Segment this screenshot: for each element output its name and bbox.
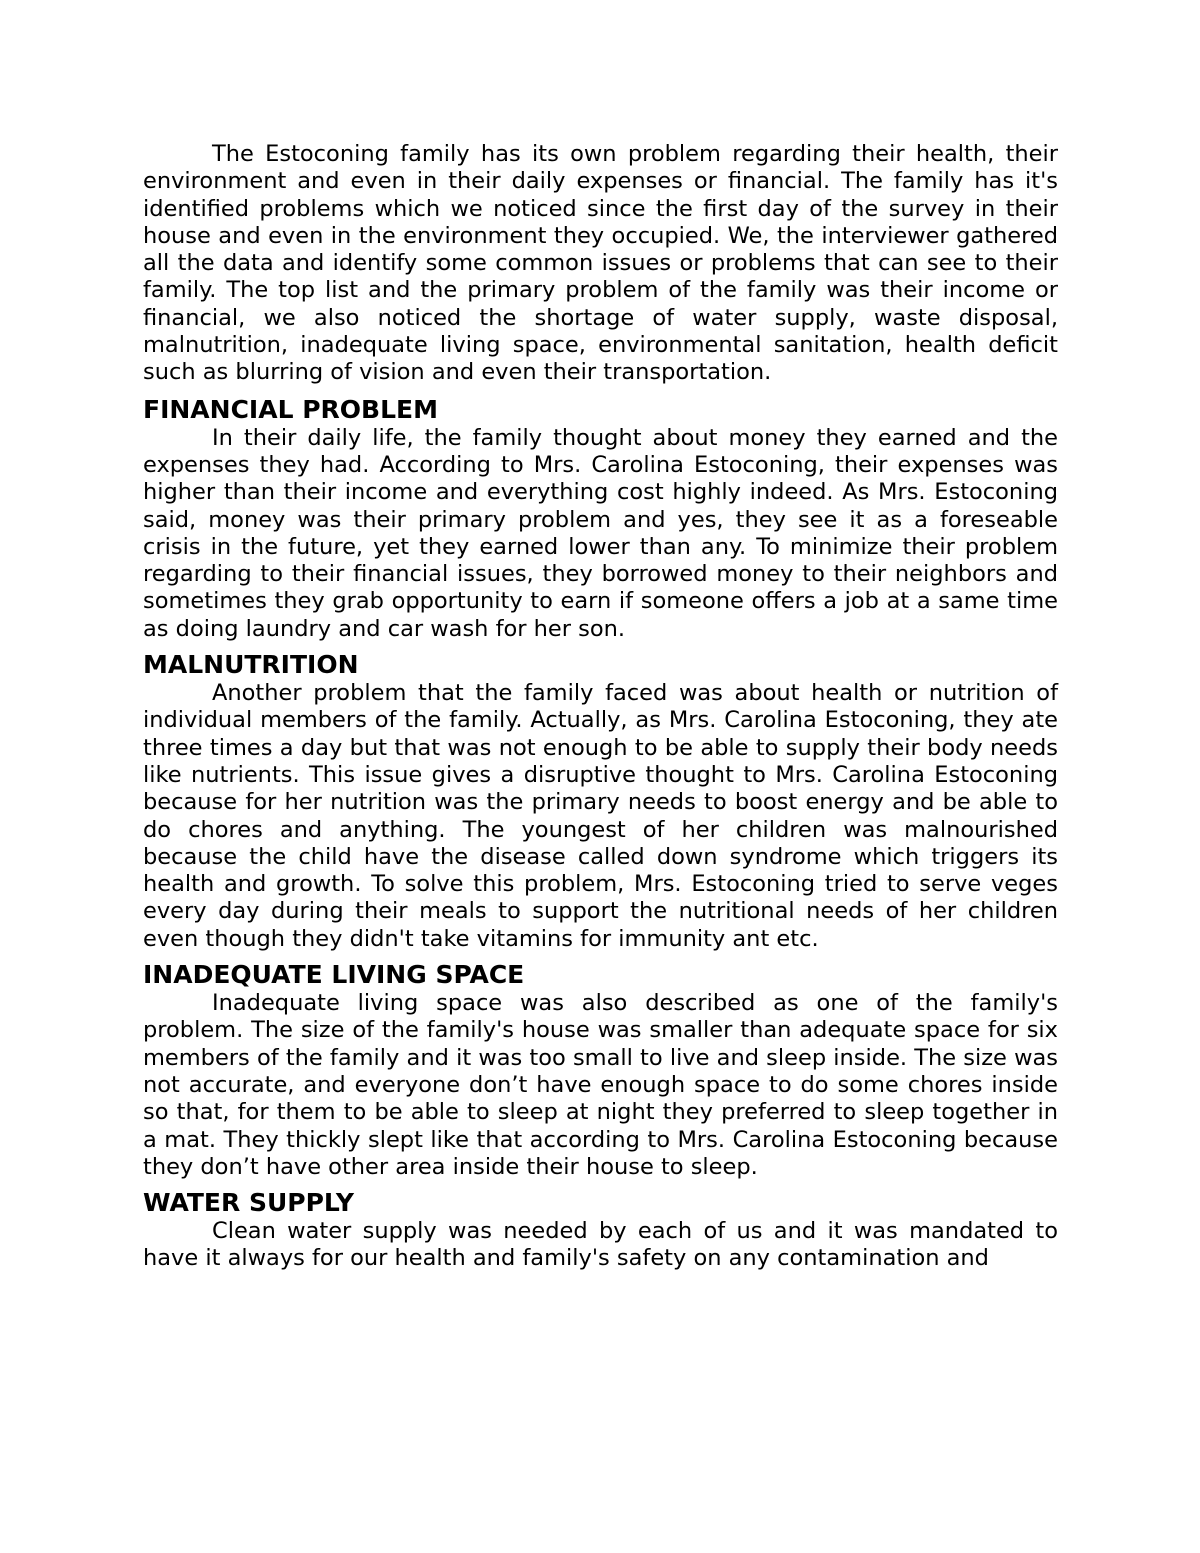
section-financial-problem <box>143 395 1058 643</box>
section-body: In their daily life, the family thought about money they earned and the expenses they had. According to Mrs. Carolina Estoconing, their expenses was higher than their income and everything cost highly indeed. As Mrs. Estoconing said, money was their primary problem and yes, they see it as a foreseable crisis in the future, yet they earned lower than any. To minimize their problem regarding to their financial issues, they borrowed money to their neighbors and sometimes they grab opportunity to earn if someone offers a job at a same time as doing laundry and car wash for her son. <box>143 424 1058 642</box>
section-heading: FINANCIAL PROBLEM <box>143 394 438 424</box>
document-page <box>143 141 1058 1280</box>
section-malnutrition <box>143 650 1058 953</box>
section-body: Clean water supply was needed by each of us and it was mandated to have it always for our health and family's safety on any contamination and <box>143 1218 1058 1272</box>
section-heading: WATER SUPPLY <box>143 1188 355 1218</box>
section-water-supply <box>143 1188 1058 1273</box>
section-body: Another problem that the family faced was about health or nutrition of individual members of the family. Actually, as Mrs. Carolina Estoconing, they ate three times a day but that was not enough to be able to supply their body needs like nutrients. This issue gives a disruptive thought to Mrs. Carolina Estoconing because for her nutrition was the primary needs to boost energy and be able to do chores and anything. The youngest of her children was malnourished because the child have the disease called down syndrome which triggers its health and growth. To solve this problem, Mrs. Estoconing tried to serve veges every day during their meals to support the nutritional needs of her children even though they didn't take vitamins for immunity ant etc. <box>143 680 1058 952</box>
section-inadequate-living-space <box>143 960 1058 1181</box>
intro-paragraph: The Estoconing family has its own problem regarding their health, their environment and even in their daily expenses or financial. The family has it's identified problems which we noticed since the first day of the survey in their house and even in the environment they occupied. We, the interviewer gathered all the data and identify some common issues or problems that can see to their family. The top list and the primary problem of the family was their income or financial, we also noticed the shortage of water supply, waste disposal, malnutrition, inadequate living space, environmental sanitation, health deficit such as blurring of vision and even their transportation. <box>143 141 1058 386</box>
section-heading: INADEQUATE LIVING SPACE <box>143 960 525 990</box>
section-body: Inadequate living space was also described as one of the family's problem. The size of the family's house was smaller than adequate space for six members of the family and it was too small to live and sleep inside. The size was not accurate, and everyone don’t have enough space to do some chores inside so that, for them to be able to sleep at night they preferred to sleep together in a mat. They thickly slept like that according to Mrs. Carolina Estoconing because they don’t have other area inside their house to sleep. <box>143 990 1058 1180</box>
section-heading: MALNUTRITION <box>143 650 359 680</box>
